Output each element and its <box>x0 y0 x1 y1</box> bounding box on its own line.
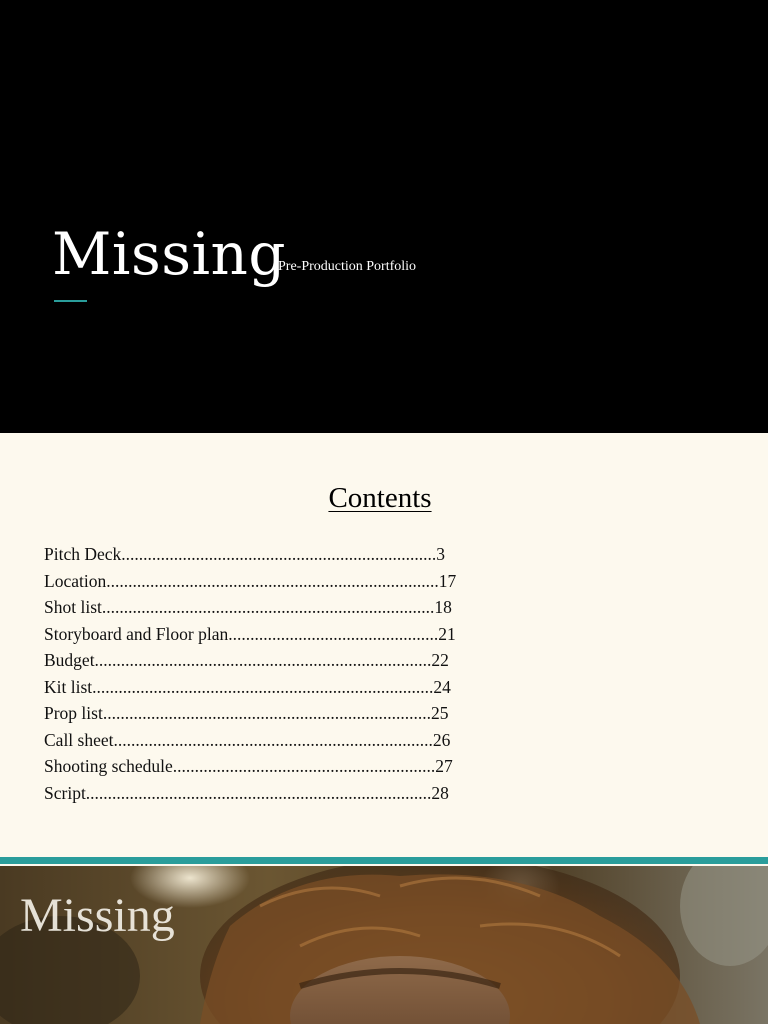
toc-item-budget: Budget.............................................................................22 <box>44 650 449 670</box>
title-slide <box>0 0 768 433</box>
toc-item-kit-list: Kit list..............................................................................24 <box>44 676 451 697</box>
page-separator <box>0 857 768 864</box>
contents-heading: Contents <box>328 482 432 514</box>
contents-page <box>0 433 768 857</box>
toc-item-storyboard: Storyboard and Floor plan................................................21 <box>44 623 456 644</box>
toc-item-location: Location............................................................................17 <box>44 570 457 591</box>
photo-slide-title: Missing <box>20 889 175 942</box>
table-of-contents <box>44 541 584 806</box>
toc-item-pitch-deck: Pitch Deck........................................................................3 <box>44 544 446 564</box>
toc-item-shooting-schedule: Shooting schedule............................................................27 <box>44 756 453 776</box>
photo-slide <box>0 866 768 1024</box>
toc-item-shot-list: Shot list............................................................................18 <box>44 597 452 617</box>
document-subtitle: Pre-Production Portfolio <box>278 259 417 274</box>
toc-item-prop-list: Prop list...........................................................................25 <box>44 703 449 723</box>
document-title: Missing <box>52 220 286 288</box>
contents-heading-wrap <box>0 480 760 516</box>
title-accent-bar <box>54 300 87 302</box>
toc-item-script: Script...............................................................................28 <box>44 782 449 803</box>
toc-item-call-sheet: Call sheet.........................................................................26 <box>44 729 451 750</box>
